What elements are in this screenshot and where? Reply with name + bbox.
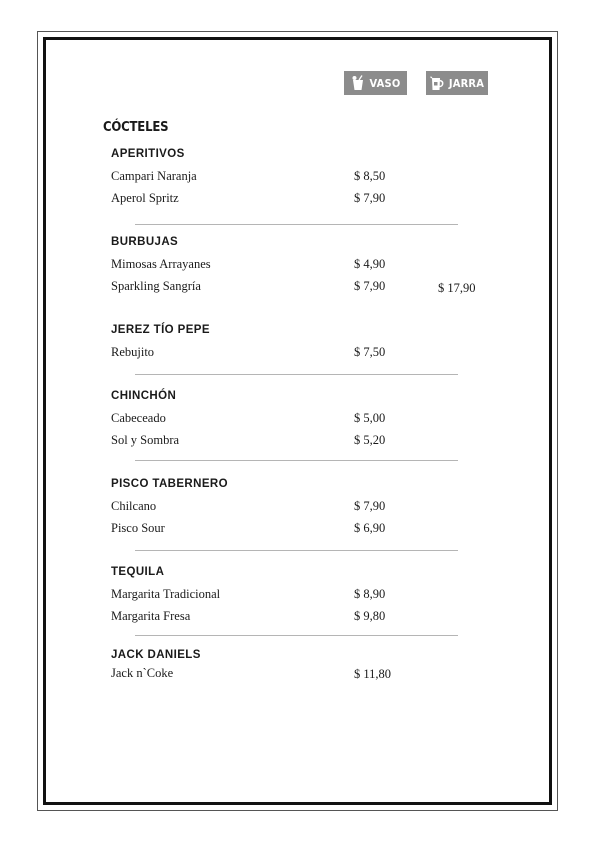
- section-divider: [135, 460, 458, 461]
- glass-with-straw-icon: [351, 75, 365, 91]
- item-price: $ 8,50: [354, 169, 386, 183]
- section-title-tequila: TEQUILA: [111, 566, 165, 578]
- item-name: Cabeceado: [111, 411, 166, 425]
- item-price: $ 5,20: [354, 433, 386, 447]
- item-name: Margarita Fresa: [111, 609, 191, 623]
- item-price: $ 8,90: [354, 587, 386, 601]
- item-name: Sol y Sombra: [111, 433, 180, 447]
- item-name: Pisco Sour: [111, 521, 165, 535]
- item-price: $ 5,00: [354, 411, 386, 425]
- jarra-column-header: [426, 71, 488, 95]
- item-price: $ 7,90: [354, 279, 386, 293]
- item-name: Margarita Tradicional: [111, 587, 221, 601]
- item-name: Sparkling Sangría: [111, 279, 201, 293]
- item-name: Chilcano: [111, 499, 157, 513]
- item-price: $ 7,90: [354, 499, 386, 513]
- item-name: Jack n`Coke: [111, 666, 174, 680]
- item-name: Rebujito: [111, 345, 155, 359]
- section-divider: [135, 550, 458, 551]
- item-price: $ 7,50: [354, 345, 386, 359]
- section-divider: [135, 635, 458, 636]
- section-title-aperitivos: APERITIVOS: [111, 148, 185, 160]
- item-price: $ 4,90: [354, 257, 386, 271]
- item-name: Campari Naranja: [111, 169, 197, 183]
- item-name: Mimosas Arrayanes: [111, 257, 211, 271]
- section-divider: [135, 374, 458, 375]
- vaso-column-header: [344, 71, 407, 95]
- menu-title: CÓCTELES: [103, 120, 169, 135]
- item-jarra-price: $ 17,90: [438, 281, 476, 295]
- pitcher-icon: [430, 76, 444, 91]
- section-title-pisco: PISCO TABERNERO: [111, 478, 228, 490]
- item-price: $ 11,80: [354, 667, 392, 681]
- vaso-label: VASO: [369, 76, 401, 90]
- item-price: $ 7,90: [354, 191, 386, 205]
- jarra-label: JARRA: [448, 76, 485, 90]
- item-price: $ 9,80: [354, 609, 386, 623]
- section-title-chinchon: CHINCHÓN: [111, 390, 177, 402]
- section-divider: [135, 224, 458, 225]
- item-price: $ 6,90: [354, 521, 386, 535]
- section-title-burbujas: BURBUJAS: [111, 236, 179, 248]
- item-name: Aperol Spritz: [111, 191, 179, 205]
- section-title-jerez: JEREZ TÍO PEPE: [111, 324, 210, 336]
- section-title-jack-daniels: JACK DANIELS: [111, 649, 201, 661]
